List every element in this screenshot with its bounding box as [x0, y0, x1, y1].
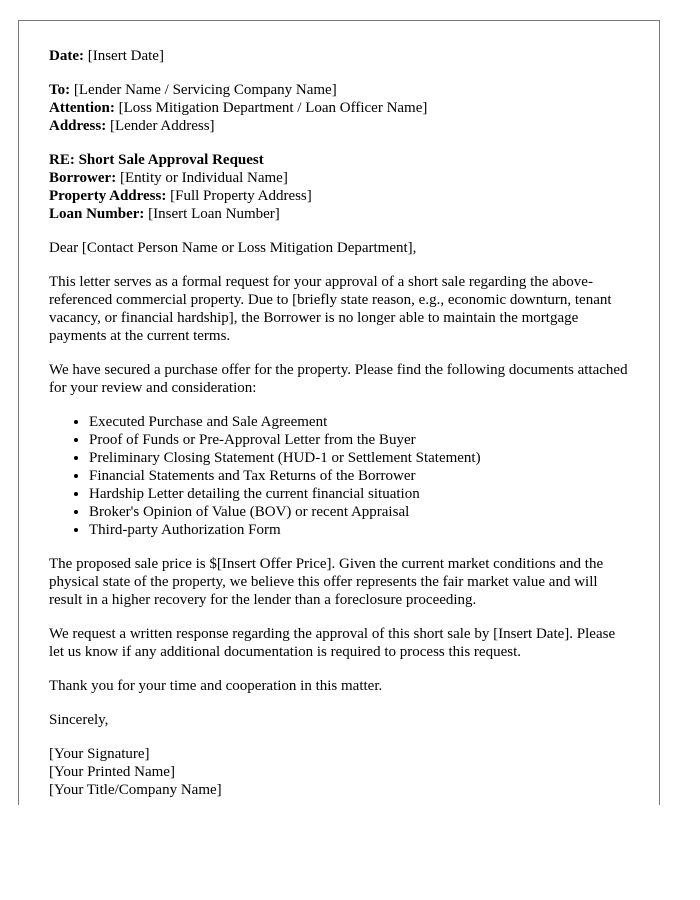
property-address-label: Property Address: [49, 188, 167, 204]
list-item: • Third-party Authorization Form [89, 521, 633, 539]
title-company-line: [Your Title/Company Name] [49, 782, 222, 798]
signature-block [49, 745, 633, 799]
documents-list [49, 413, 633, 539]
list-item: • Financial Statements and Tax Returns of the Borrower [89, 467, 633, 485]
paragraph-request: This letter serves as a formal request for your approval of a short sale regarding the above-referenced commercial property. Due to [briefly state reason, e.g., economic downturn, tenant vacancy, or financial hardship], the Borrower is no longer able to maintain the mortgage payments at the current terms. [49, 274, 612, 344]
paragraph-response: We request a written response regarding the approval of this short sale by [Insert Date]. Please let us know if any additional documentation is required to process this request. [49, 626, 616, 660]
date-label: Date: [49, 48, 84, 64]
date-block [49, 47, 633, 65]
paragraph-price: The proposed sale price is $[Insert Offer Price]. Given the current market conditions and the physical state of the property, we believe this offer represents the fair market value and will result in a higher recovery for the lender than a foreclosure proceeding. [49, 556, 604, 608]
list-item: • Preliminary Closing Statement (HUD-1 or Settlement Statement) [89, 449, 633, 467]
attention-label: Attention: [49, 100, 115, 116]
letter-page [18, 20, 660, 805]
list-item: • Executed Purchase and Sale Agreement [89, 413, 633, 431]
printed-name-line: [Your Printed Name] [49, 764, 175, 780]
to-value: [Lender Name / Servicing Company Name] [73, 82, 337, 98]
address-value: [Lender Address] [109, 118, 215, 134]
list-item: • Proof of Funds or Pre-Approval Letter from the Buyer [89, 431, 633, 449]
loan-number-value: [Insert Loan Number] [148, 206, 280, 222]
list-item: • Hardship Letter detailing the current financial situation [89, 485, 633, 503]
salutation: Dear [Contact Person Name or Loss Mitigation Department], [49, 240, 417, 256]
paragraph-thanks: Thank you for your time and cooperation in this matter. [49, 678, 383, 694]
subject-line: RE: Short Sale Approval Request [49, 152, 264, 168]
valediction: Sincerely, [49, 712, 109, 728]
borrower-value: [Entity or Individual Name] [119, 170, 288, 186]
borrower-label: Borrower: [49, 170, 117, 186]
attention-value: [Loss Mitigation Department / Loan Officer Name] [118, 100, 428, 116]
signature-line: [Your Signature] [49, 746, 150, 762]
date-value: [Insert Date] [87, 48, 164, 64]
list-item: • Broker's Opinion of Value (BOV) or recent Appraisal [89, 503, 633, 521]
to-label: To: [49, 82, 71, 98]
paragraph-offer: We have secured a purchase offer for the property. Please find the following documents attached for your review and consideration: [49, 362, 628, 396]
recipient-block [49, 81, 633, 135]
address-label: Address: [49, 118, 107, 134]
reference-block [49, 151, 633, 223]
loan-number-label: Loan Number: [49, 206, 145, 222]
property-address-value: [Full Property Address] [170, 188, 312, 204]
